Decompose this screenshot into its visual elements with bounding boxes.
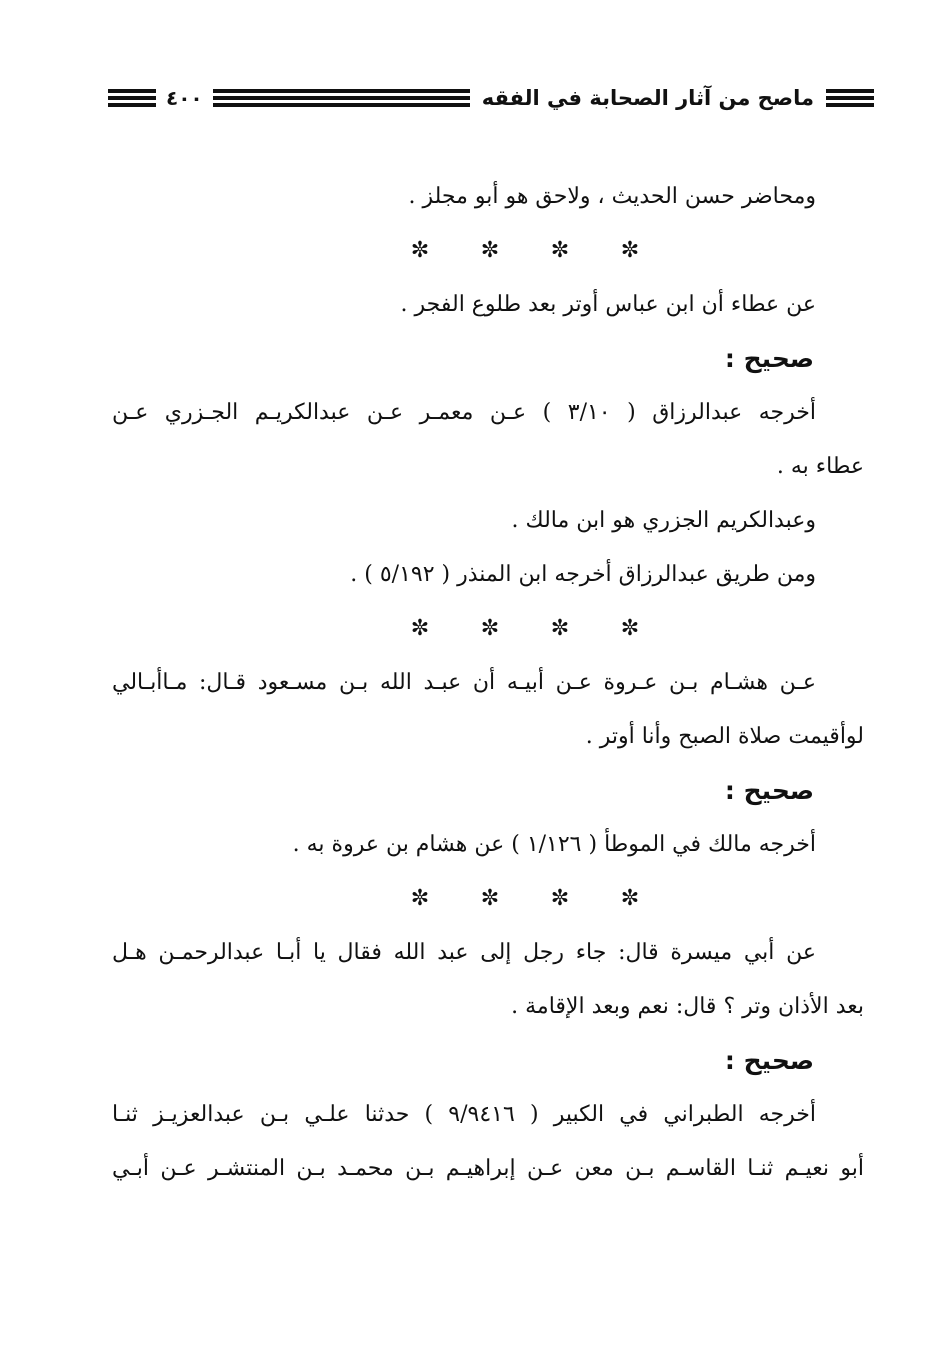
- source-line: ومن طريق عبدالرزاق أخرجه ابن المنذر ( ٥/١٩٢ ) .: [350, 562, 816, 587]
- header-rule-right: [108, 89, 156, 107]
- narration-line: لوأقيمت صلاة الصبح وأنا أوتر .: [585, 724, 864, 749]
- source-line: وعبدالكريم الجزري هو ابن مالك .: [511, 508, 816, 533]
- separator: [112, 224, 864, 278]
- asterism-icon: ✼: [480, 886, 500, 911]
- asterism-icon: ✼: [410, 238, 430, 263]
- asterism-icon: ✼: [410, 886, 430, 911]
- verdict-label: صحيح :: [724, 1046, 814, 1075]
- asterism-icon: ✼: [410, 616, 430, 641]
- source-line: أبو نعيـم ثنـا القاسـم بـن معن عـن إبراهيـم بـن محمـد بـن المنتشـر عـن أبـي: [112, 1156, 864, 1181]
- source-line: أخرجه مالك في الموطأ ( ١/١٢٦ ) عن هشام بن عروة به .: [292, 832, 816, 857]
- asterism-icon: ✼: [620, 616, 640, 641]
- header-rule-left: [826, 89, 874, 107]
- asterism-icon: ✼: [620, 886, 640, 911]
- asterism-icon: ✼: [550, 616, 570, 641]
- narration-line: عن أبي ميسرة قال: جاء رجل إلى عبد الله فقال يا أبـا عبدالرحمـن هـل: [112, 940, 816, 965]
- page-body: [112, 170, 864, 1196]
- separator: [112, 602, 864, 656]
- verdict-label: صحيح :: [724, 776, 814, 805]
- header-rule-middle: [213, 89, 470, 107]
- page-number: ٤٠٠: [166, 86, 203, 110]
- running-header: [108, 80, 874, 116]
- asterism-icon: ✼: [480, 238, 500, 263]
- asterism-icon: ✼: [480, 616, 500, 641]
- narration-line: عن عطاء أن ابن عباس أوتر بعد طلوع الفجر .: [400, 292, 816, 317]
- asterism-icon: ✼: [620, 238, 640, 263]
- asterism-icon: ✼: [550, 886, 570, 911]
- book-title: ماصح من آثار الصحابة في الفقه: [481, 86, 814, 110]
- text-line: ومحاضر حسن الحديث ، ولاحق هو أبو مجلز .: [408, 184, 816, 209]
- source-line: أخرجه عبدالرزاق ( ٣/١٠ ) عـن معمـر عـن عبدالكريـم الجـزري عـن: [112, 400, 816, 425]
- narration-line: بعد الأذان وتر ؟ قال: نعم وبعد الإقامة .: [511, 994, 864, 1019]
- asterism-icon: ✼: [550, 238, 570, 263]
- narration-line: عـن هشـام بـن عـروة عـن أبيـه أن عبـد الله بـن مسـعود قـال: مـاأبـالي: [112, 670, 816, 695]
- verdict-label: صحيح :: [724, 344, 814, 373]
- source-line: أخرجه الطبراني في الكبير ( ٩/٩٤١٦ ) حدثنا علـي بـن عبدالعزيـز ثنـا: [112, 1102, 816, 1127]
- source-line: عطاء به .: [776, 454, 864, 479]
- separator: [112, 872, 864, 926]
